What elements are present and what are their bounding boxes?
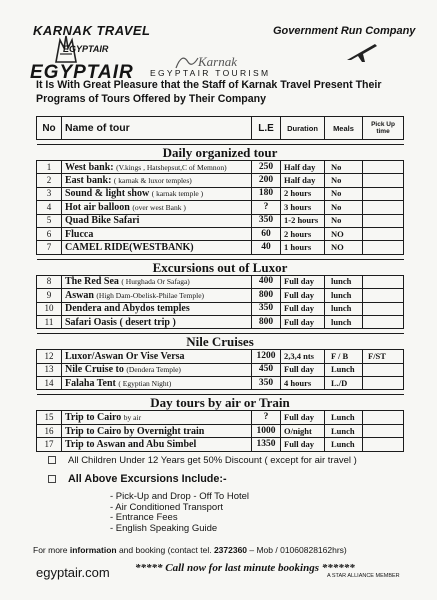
table-row [37, 438, 404, 451]
tour-number: 6 [37, 227, 62, 240]
tour-duration: Full day [281, 411, 325, 424]
tour-number: 11 [37, 315, 62, 328]
tour-price: 350 [252, 377, 281, 390]
tour-number: 13 [37, 363, 62, 376]
tour-duration: 2 hours [281, 187, 325, 200]
section-heading-row [37, 259, 404, 275]
tour-price: ? [252, 411, 281, 424]
tour-price: 1000 [252, 424, 281, 437]
tour-name: Dendera and Abydos temples [65, 303, 190, 315]
tour-name: The Red Sea [65, 276, 119, 288]
tour-name-cell [62, 302, 252, 315]
star-alliance-text: A STAR ALLIANCE MEMBER [327, 573, 400, 579]
tours-table [36, 116, 404, 452]
table-row [37, 377, 404, 390]
tour-details: ( karnak temple ) [151, 189, 204, 199]
tour-pickup-time [363, 289, 404, 302]
header-le: L.E [252, 117, 281, 140]
checkbox-square-icon [48, 456, 56, 464]
egyptair-logo-text: EGYPTAIR [30, 62, 134, 83]
table-row [37, 227, 404, 240]
tour-price: 450 [252, 363, 281, 376]
tour-name: Luxor/Aswan Or Vise Versa [65, 350, 185, 362]
header-duration: Duration [281, 117, 325, 140]
tour-pickup-time: F/ST [363, 350, 404, 363]
tour-price: 800 [252, 289, 281, 302]
tour-name: Falaha Tent [65, 377, 116, 389]
list-item: - English Speaking Guide [110, 522, 218, 534]
tour-name: Nile Cruise to [65, 364, 124, 376]
tour-details: ( Egyptian Night) [118, 378, 172, 388]
tour-duration: 4 hours [281, 377, 325, 390]
tour-duration: Full day [281, 363, 325, 376]
tour-price: 350 [252, 214, 281, 227]
tour-number: 5 [37, 214, 62, 227]
tour-duration: Full day [281, 302, 325, 315]
section-heading: Daily organized tour [37, 145, 404, 161]
children-discount-note [48, 452, 408, 470]
intro-text [36, 79, 416, 106]
tour-meals: Lunch [325, 363, 363, 376]
section-heading: Day tours by air or Train [37, 395, 404, 411]
tour-pickup-time [363, 275, 404, 288]
tour-meals: L./D [325, 377, 363, 390]
section-heading-row [37, 334, 404, 350]
contact-telephone: 2372360 [213, 545, 248, 555]
tour-name: Hot air balloon [65, 201, 130, 213]
tour-name: Flucca [65, 228, 94, 240]
tour-duration: 1 hours [281, 241, 325, 254]
tour-pickup-time [363, 315, 404, 328]
tour-name-cell [62, 214, 252, 227]
section-heading: Nile Cruises [37, 334, 404, 350]
tour-name: Trip to Cairo [65, 412, 122, 424]
table-row [37, 275, 404, 288]
tour-price: 180 [252, 187, 281, 200]
tour-details: (High Dam-Obelisk-Philae Temple) [96, 290, 205, 300]
table-row [37, 424, 404, 437]
children-discount-text: All Children Under 12 Years get 50% Discount ( except for air travel ) [68, 455, 357, 466]
includes-title-line [48, 470, 408, 488]
header-pickup-time: Pick Up time [363, 117, 404, 140]
header-name-of-tour: Name of tour [62, 117, 252, 140]
contact-line [33, 545, 433, 555]
tour-name: Trip to Cairo by Overnight train [65, 425, 205, 437]
tour-pickup-time [363, 214, 404, 227]
tour-number: 2 [37, 174, 62, 187]
table-row [37, 174, 404, 187]
tour-number: 3 [37, 187, 62, 200]
tour-name-cell [62, 289, 252, 302]
table-row [37, 241, 404, 254]
tour-pickup-time [363, 227, 404, 240]
tour-pickup-time [363, 363, 404, 376]
tour-duration: 1-2 hours [281, 214, 325, 227]
tour-name-cell [62, 438, 252, 451]
egyptair-small-logo-text: EGYPTAIR [63, 44, 109, 54]
list-item: - Air Conditioned Transport [110, 501, 224, 513]
tour-price: 60 [252, 227, 281, 240]
egyptair-tourism-text: EGYPTAIR TOURISM [150, 68, 271, 78]
tour-name-cell [62, 411, 252, 424]
tour-meals: NO [325, 241, 363, 254]
checkbox-square-icon [48, 475, 56, 483]
tour-details: by air [123, 413, 142, 423]
tour-pickup-time [363, 161, 404, 174]
tour-pickup-time [363, 411, 404, 424]
tour-duration: Full day [281, 315, 325, 328]
tour-meals: No [325, 187, 363, 200]
tour-number: 4 [37, 201, 62, 214]
tour-price: 1200 [252, 350, 281, 363]
tour-name-cell [62, 363, 252, 376]
tour-details: ( Hurghada Or Safaga) [121, 277, 190, 287]
tour-name-cell [62, 201, 252, 214]
tour-price: 200 [252, 174, 281, 187]
table-row [37, 302, 404, 315]
tour-details: ( karnak & luxor temples) [113, 176, 192, 186]
tour-details: (Dendera Temple) [126, 365, 181, 375]
section-heading-row [37, 395, 404, 411]
tour-duration: 2 hours [281, 227, 325, 240]
tour-details: (over west Bank ) [132, 202, 186, 212]
contact-information: information [69, 545, 117, 555]
tour-price: ? [252, 201, 281, 214]
tour-duration: O/night [281, 424, 325, 437]
table-row [37, 214, 404, 227]
tour-name: Aswan [65, 289, 94, 301]
website-text: egyptair.com [36, 565, 110, 580]
tour-duration: 3 hours [281, 201, 325, 214]
tour-name-cell [62, 315, 252, 328]
call-now-banner: ***** Call now for last minute bookings ****** [135, 562, 355, 574]
tour-meals: No [325, 214, 363, 227]
tour-duration: Full day [281, 275, 325, 288]
tour-meals: Lunch [325, 438, 363, 451]
tour-number: 17 [37, 438, 62, 451]
list-item: - Entrance Fees [110, 512, 178, 523]
includes-list [110, 492, 408, 534]
intro-line-2: Programs of Tours Offered by Their Company [36, 92, 266, 105]
tour-duration: Half day [281, 161, 325, 174]
tour-number: 8 [37, 275, 62, 288]
tour-meals: lunch [325, 289, 363, 302]
letterhead [0, 0, 437, 120]
tour-name: Sound & light show [65, 188, 150, 200]
tour-price: 250 [252, 161, 281, 174]
government-run-company-text: Government Run Company [273, 25, 416, 37]
tour-number: 9 [37, 289, 62, 302]
tour-number: 10 [37, 302, 62, 315]
tour-meals: lunch [325, 315, 363, 328]
tour-name: West bank: [65, 161, 114, 173]
tour-name: Safari Oasis ( desert trip ) [65, 316, 176, 328]
tour-pickup-time [363, 201, 404, 214]
tour-name-cell [62, 350, 252, 363]
airplane-icon [345, 40, 379, 64]
table-row [37, 187, 404, 200]
tour-duration: Half day [281, 174, 325, 187]
tour-pickup-time [363, 187, 404, 200]
table-row [37, 289, 404, 302]
tour-meals: No [325, 174, 363, 187]
contact-mobile: – Mob / 01060828162hrs) [247, 545, 347, 555]
tour-details: (V.kings , Hatshepsut,C of Memnon) [116, 162, 227, 172]
table-row [37, 363, 404, 376]
table-header-row [37, 117, 404, 140]
table-row [37, 411, 404, 424]
table-row [37, 161, 404, 174]
tour-meals: Lunch [325, 424, 363, 437]
tour-meals: lunch [325, 302, 363, 315]
contact-mid: and booking (contact tel. [116, 545, 214, 555]
table-row [37, 201, 404, 214]
tour-meals: No [325, 201, 363, 214]
tour-number: 15 [37, 411, 62, 424]
section-heading: Excursions out of Luxor [37, 259, 404, 275]
tour-name-cell [62, 377, 252, 390]
tour-number: 16 [37, 424, 62, 437]
section-heading-row [37, 145, 404, 161]
list-item: - Pick-Up and Drop - Off To Hotel [110, 491, 250, 502]
intro-line-1: It Is With Great Pleasure that the Staff of Karnak Travel Present Their [36, 79, 382, 91]
tour-price: 1350 [252, 438, 281, 451]
tour-pickup-time [363, 438, 404, 451]
tour-price: 800 [252, 315, 281, 328]
tour-meals: NO [325, 227, 363, 240]
tour-meals: lunch [325, 275, 363, 288]
tour-duration: Full day [281, 438, 325, 451]
tour-pickup-time [363, 424, 404, 437]
tour-name: East bank: [65, 175, 112, 187]
karnak-travel-logo-text: KARNAK TRAVEL [33, 23, 151, 38]
tour-name-cell [62, 174, 252, 187]
tour-price: 40 [252, 241, 281, 254]
header-meals: Meals [325, 117, 363, 140]
tour-name-cell [62, 227, 252, 240]
notes-section [48, 452, 408, 534]
tour-name-cell [62, 161, 252, 174]
tour-name-cell [62, 424, 252, 437]
tour-name: Trip to Aswan and Abu Simbel [65, 438, 197, 450]
tour-name-cell [62, 187, 252, 200]
tour-pickup-time [363, 174, 404, 187]
tour-price: 400 [252, 275, 281, 288]
tour-pickup-time [363, 302, 404, 315]
includes-title: All Above Excursions Include:- [68, 473, 227, 485]
table-row [37, 350, 404, 363]
tour-duration: 2,3,4 nts [281, 350, 325, 363]
table-row [37, 315, 404, 328]
tour-number: 7 [37, 241, 62, 254]
contact-prefix: For more [33, 545, 70, 555]
tour-name: CAMEL RIDE(WESTBANK) [65, 242, 194, 254]
tour-pickup-time [363, 377, 404, 390]
tour-name: Quad Bike Safari [65, 215, 140, 227]
tour-number: 14 [37, 377, 62, 390]
tour-name-cell [62, 275, 252, 288]
tour-number: 1 [37, 161, 62, 174]
tour-meals: Lunch [325, 411, 363, 424]
tour-meals: F / B [325, 350, 363, 363]
tour-name-cell [62, 241, 252, 254]
tour-price: 350 [252, 302, 281, 315]
tour-pickup-time [363, 241, 404, 254]
svg-text:Karnak: Karnak [198, 54, 237, 69]
tour-number: 12 [37, 350, 62, 363]
tour-duration: Full day [281, 289, 325, 302]
header-no: No [37, 117, 62, 140]
tour-meals: No [325, 161, 363, 174]
